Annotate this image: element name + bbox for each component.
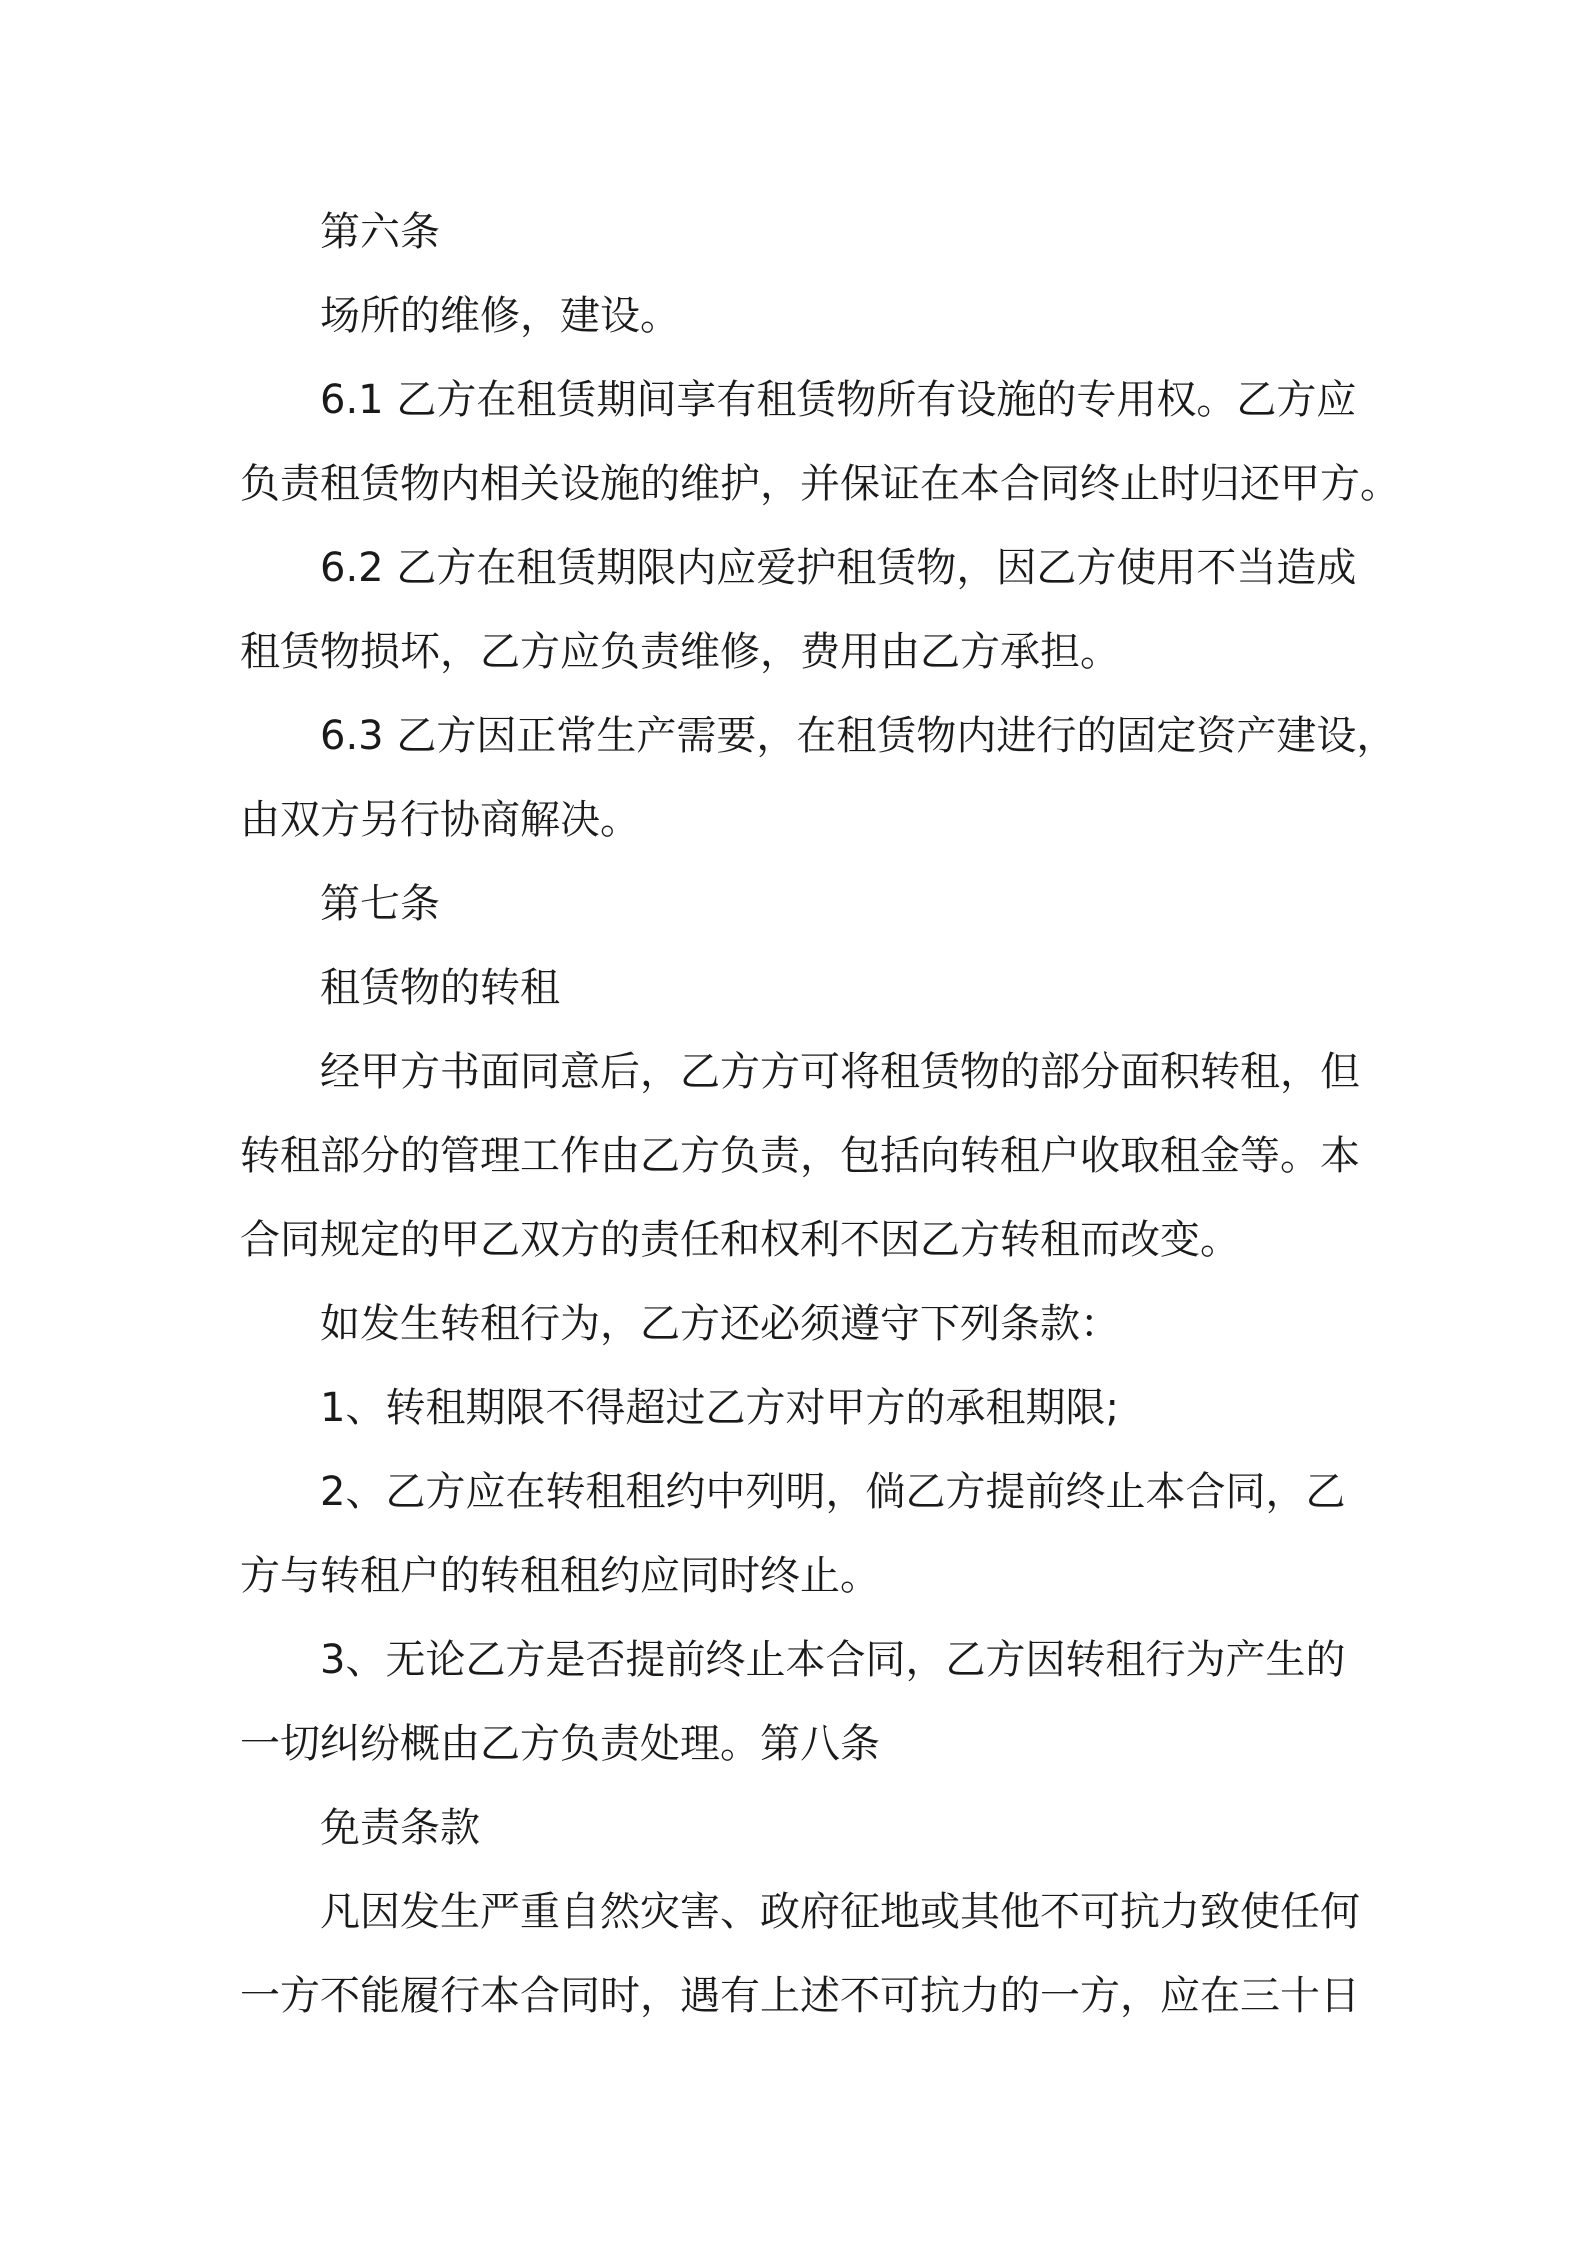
article-8-title: 免责条款 [320,1805,480,1851]
article-7-para-1-line-3: 合同规定的甲乙双方的责任和权利不因乙方转租而改变。 [240,1217,1240,1263]
document-body [240,190,1400,2038]
clause-6-1-line-2: 负责租赁物内相关设施的维护，并保证在本合同终止时归还甲方。 [240,461,1400,507]
article-8-para-line-2: 一方不能履行本合同时，遇有上述不可抗力的一方，应在三十日 [240,1973,1360,2019]
article-8-para-line-1: 凡因发生严重自然灾害、政府征地或其他不可抗力致使任何 [320,1889,1360,1935]
article-7-para-1-line-1: 经甲方书面同意后，乙方方可将租赁物的部分面积转租，但 [320,1049,1360,1095]
article-7-para-1-line-2: 转租部分的管理工作由乙方负责，包括向转租户收取租金等。本 [240,1133,1360,1179]
article-7-item-1: 1、转租期限不得超过乙方对甲方的承租期限; [320,1385,1119,1431]
article-6-title: 场所的维修，建设。 [320,293,680,339]
clause-6-2-line-2: 租赁物损坏，乙方应负责维修，费用由乙方承担。 [240,629,1120,675]
clause-6-1-line-1: 6.1 乙方在租赁期间享有租赁物所有设施的专用权。乙方应 [320,377,1357,423]
article-7-title: 租赁物的转租 [320,965,560,1011]
article-7-item-3-line-1: 3、无论乙方是否提前终止本合同，乙方因转租行为产生的 [320,1637,1346,1683]
article-7-item-3-line-2: 一切纠纷概由乙方负责处理。第八条 [240,1721,880,1767]
clause-6-3-line-2: 由双方另行协商解决。 [240,797,640,843]
clause-6-2-line-1: 6.2 乙方在租赁期限内应爱护租赁物，因乙方使用不当造成 [320,545,1357,591]
article-7-heading: 第七条 [320,881,440,927]
article-7-item-2-line-1: 2、乙方应在转租租约中列明，倘乙方提前终止本合同，乙 [320,1469,1346,1515]
article-7-item-2-line-2: 方与转租户的转租租约应同时终止。 [240,1553,880,1599]
article-7-para-2: 如发生转租行为，乙方还必须遵守下列条款： [320,1301,1120,1347]
clause-6-3-line-1: 6.3 乙方因正常生产需要，在租赁物内进行的固定资产建设， [320,713,1397,759]
article-6-heading: 第六条 [320,209,440,255]
